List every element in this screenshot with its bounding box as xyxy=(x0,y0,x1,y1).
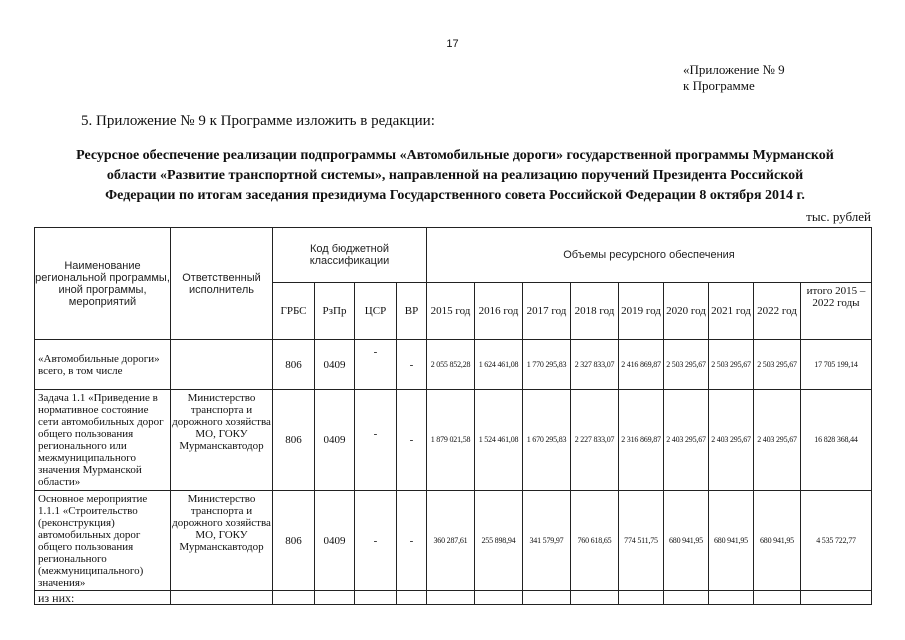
empty-cell xyxy=(754,591,801,605)
row-value-2020: 2 503 295,67 xyxy=(664,340,709,390)
row-rzpr: 0409 xyxy=(315,390,355,491)
row-value-2017: 1 670 295,83 xyxy=(523,390,571,491)
units-label: тыс. рублей xyxy=(806,209,871,224)
appendix-line-2: к Программе xyxy=(683,78,755,93)
row-rzpr: 0409 xyxy=(315,340,355,390)
empty-cell xyxy=(801,591,872,605)
header-budget-code: Код бюджетной классификации xyxy=(273,228,427,283)
appendix-reference xyxy=(683,62,785,94)
row-value-2022: 680 941,95 xyxy=(754,491,801,591)
row-value-2021: 680 941,95 xyxy=(709,491,754,591)
empty-cell xyxy=(355,591,397,605)
empty-cell xyxy=(619,591,664,605)
row-responsible xyxy=(171,340,273,390)
row-value-2017: 341 579,97 xyxy=(523,491,571,591)
row-value-2019: 2 316 869,87 xyxy=(619,390,664,491)
title-line-2: области «Развитие транспортной системы», направленной на реализацию поручений Президента Российской xyxy=(106,168,804,183)
row-responsible: Министерство транспорта и дорожного хозяйства МО, ГОКУ Мурманскавтодор xyxy=(171,491,273,591)
row-value-2018: 2 327 833,07 xyxy=(571,340,619,390)
row-total: 17 705 199,14 xyxy=(801,340,872,390)
row-vr: - xyxy=(397,340,427,390)
row-value-2020: 680 941,95 xyxy=(664,491,709,591)
row-csr: - xyxy=(355,340,397,390)
header-responsible: Ответственный исполнитель xyxy=(171,228,273,340)
document-title xyxy=(40,146,870,206)
row-value-2019: 774 511,75 xyxy=(619,491,664,591)
row-value-2020: 2 403 295,67 xyxy=(664,390,709,491)
row-total: 16 828 368,44 xyxy=(801,390,872,491)
row-vr: - xyxy=(397,390,427,491)
empty-cell xyxy=(523,591,571,605)
row-name: Задача 1.1 «Приведение в нормативное состояние сети автомобильных дорог общего пользования регионального или межмуниципального значения Мурманской области» xyxy=(35,390,171,491)
row-grbs: 806 xyxy=(273,390,315,491)
table-row xyxy=(35,491,872,591)
empty-cell xyxy=(397,591,427,605)
empty-cell xyxy=(664,591,709,605)
table-row xyxy=(35,340,872,390)
header-year-2016: 2016 год xyxy=(475,283,523,340)
row-value-2015: 360 287,61 xyxy=(427,491,475,591)
empty-cell xyxy=(273,591,315,605)
page-number: 17 xyxy=(446,38,459,50)
title-line-1: Ресурсное обеспечение реализации подпрограммы «Автомобильные дороги» государственной программы Мурманской xyxy=(76,148,834,163)
row-name-subitems: из них: xyxy=(35,591,171,605)
row-value-2015: 1 879 021,58 xyxy=(427,390,475,491)
row-value-2017: 1 770 295,83 xyxy=(523,340,571,390)
row-value-2015: 2 055 852,28 xyxy=(427,340,475,390)
row-responsible: Министерство транспорта и дорожного хозяйства МО, ГОКУ Мурманскавтодор xyxy=(171,390,273,491)
empty-cell xyxy=(709,591,754,605)
header-year-2022: 2022 год xyxy=(754,283,801,340)
row-value-2019: 2 416 869,87 xyxy=(619,340,664,390)
row-grbs: 806 xyxy=(273,491,315,591)
row-csr: - xyxy=(355,491,397,591)
row-name: Основное мероприятие 1.1.1 «Строительство (реконструкция) автомобильных дорог общего пользования регионального (межмуниципального) значения» xyxy=(35,491,171,591)
row-csr: - xyxy=(355,390,397,491)
row-value-2016: 1 524 461,08 xyxy=(475,390,523,491)
header-year-2020: 2020 год xyxy=(664,283,709,340)
header-year-2018: 2018 год xyxy=(571,283,619,340)
header-rzpr: РзПр xyxy=(315,283,355,340)
empty-cell xyxy=(315,591,355,605)
row-vr: - xyxy=(397,491,427,591)
row-name: «Автомобильные дороги» всего, в том числе xyxy=(35,340,171,390)
row-value-2021: 2 503 295,67 xyxy=(709,340,754,390)
header-year-2015: 2015 год xyxy=(427,283,475,340)
row-value-2021: 2 403 295,67 xyxy=(709,390,754,491)
resource-table xyxy=(34,227,872,605)
row-grbs: 806 xyxy=(273,340,315,390)
row-value-2018: 2 227 833,07 xyxy=(571,390,619,491)
row-value-2018: 760 618,65 xyxy=(571,491,619,591)
appendix-line-1: «Приложение № 9 xyxy=(683,62,785,77)
header-grbs: ГРБС xyxy=(273,283,315,340)
empty-cell xyxy=(571,591,619,605)
header-total: итого 2015 – 2022 годы xyxy=(801,283,872,340)
header-name: Наименование региональной программы, иной программы, мероприятий xyxy=(35,228,171,340)
header-year-2021: 2021 год xyxy=(709,283,754,340)
title-line-3: Федерации по итогам заседания президиума Государственного совета Российской Федерации 8 октября 2014 г. xyxy=(105,188,805,203)
table-row xyxy=(35,591,872,605)
row-value-2016: 1 624 461,08 xyxy=(475,340,523,390)
instruction-text: 5. Приложение № 9 к Программе изложить в редакции: xyxy=(81,113,435,129)
row-value-2022: 2 503 295,67 xyxy=(754,340,801,390)
empty-cell xyxy=(427,591,475,605)
row-value-2016: 255 898,94 xyxy=(475,491,523,591)
row-value-2022: 2 403 295,67 xyxy=(754,390,801,491)
header-vr: ВР xyxy=(397,283,427,340)
header-year-2017: 2017 год xyxy=(523,283,571,340)
header-csr: ЦСР xyxy=(355,283,397,340)
empty-cell xyxy=(475,591,523,605)
header-year-2019: 2019 год xyxy=(619,283,664,340)
empty-cell xyxy=(171,591,273,605)
table-row xyxy=(35,390,872,491)
row-total: 4 535 722,77 xyxy=(801,491,872,591)
row-rzpr: 0409 xyxy=(315,491,355,591)
header-volumes: Объемы ресурсного обеспечения xyxy=(427,228,872,283)
